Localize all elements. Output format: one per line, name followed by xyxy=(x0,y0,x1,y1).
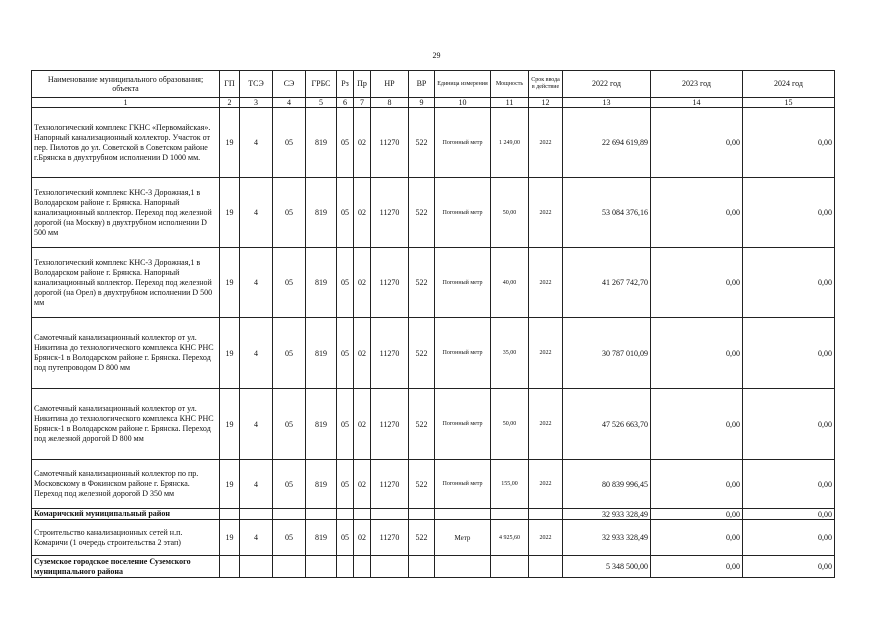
cell-2024: 0,00 xyxy=(743,318,835,389)
header-nr: НР xyxy=(371,71,409,98)
cell-unit: Погонный метр xyxy=(435,108,491,178)
total-2022: 5 348 500,00 xyxy=(563,556,651,578)
cell-se: 05 xyxy=(273,248,306,318)
total-2023: 0,00 xyxy=(651,556,743,578)
cell-tse: 4 xyxy=(240,520,273,556)
empty-cell xyxy=(409,509,435,520)
cell-grbs: 819 xyxy=(306,460,337,509)
empty-cell xyxy=(273,509,306,520)
cell-vr: 522 xyxy=(409,178,435,248)
header-grbs: ГРБС xyxy=(306,71,337,98)
cell-grbs: 819 xyxy=(306,318,337,389)
cell-nr: 11270 xyxy=(371,248,409,318)
column-number: 4 xyxy=(273,98,306,108)
header-power: Мощность xyxy=(491,71,529,98)
object-name: Технологический комплекс ГКНС «Первомайская». Напорный канализационный коллектор. Участок от пер. Пилотов до ул. Советской в Советском районе г.Брянска в двухтрубном исполнении D 1000 мм. xyxy=(32,108,220,178)
total-2024: 0,00 xyxy=(743,556,835,578)
cell-power: 50,00 xyxy=(491,389,529,460)
empty-cell xyxy=(491,556,529,578)
cell-pr: 02 xyxy=(354,318,371,389)
cell-2023: 0,00 xyxy=(651,389,743,460)
object-name: Самотечный канализационный коллектор по пр. Московскому в Фокинском районе г. Брянска. Переход под железной дорогой D 350 мм xyxy=(32,460,220,509)
cell-power: 35,00 xyxy=(491,318,529,389)
cell-se: 05 xyxy=(273,178,306,248)
cell-2024: 0,00 xyxy=(743,248,835,318)
cell-unit: Метр xyxy=(435,520,491,556)
empty-cell xyxy=(491,509,529,520)
cell-pr: 02 xyxy=(354,108,371,178)
cell-tse: 4 xyxy=(240,318,273,389)
column-number: 13 xyxy=(563,98,651,108)
cell-pr: 02 xyxy=(354,460,371,509)
column-number: 2 xyxy=(220,98,240,108)
cell-rz: 05 xyxy=(337,389,354,460)
cell-2022: 32 933 328,49 xyxy=(563,520,651,556)
cell-pr: 02 xyxy=(354,389,371,460)
cell-2024: 0,00 xyxy=(743,520,835,556)
cell-se: 05 xyxy=(273,389,306,460)
column-number-row xyxy=(32,98,835,108)
cell-term: 2022 xyxy=(529,178,563,248)
cell-tse: 4 xyxy=(240,460,273,509)
cell-unit: Погонный метр xyxy=(435,318,491,389)
cell-rz: 05 xyxy=(337,248,354,318)
empty-cell xyxy=(273,556,306,578)
header-2024: 2024 год xyxy=(743,71,835,98)
empty-cell xyxy=(371,509,409,520)
cell-power: 50,00 xyxy=(491,178,529,248)
cell-nr: 11270 xyxy=(371,108,409,178)
object-name: Технологический комплекс КНС-3 Дорожная,1 в Володарском районе г. Брянска. Напорный канализационный коллектор. Переход под железной дорогой (на Орел) в двухтрубном исполнении D 500 мм xyxy=(32,248,220,318)
cell-term: 2022 xyxy=(529,520,563,556)
cell-pr: 02 xyxy=(354,248,371,318)
object-name: Самотечный канализационный коллектор от ул. Никитина до технологического комплекса КНС РНС Брянск-1 в Володарском районе г. Брянска. Переход под путепроводом D 800 мм xyxy=(32,318,220,389)
table-row xyxy=(32,178,835,248)
cell-tse: 4 xyxy=(240,389,273,460)
total-2023: 0,00 xyxy=(651,509,743,520)
empty-cell xyxy=(337,556,354,578)
cell-term: 2022 xyxy=(529,389,563,460)
cell-se: 05 xyxy=(273,318,306,389)
cell-grbs: 819 xyxy=(306,178,337,248)
cell-2024: 0,00 xyxy=(743,178,835,248)
column-number: 1 xyxy=(32,98,220,108)
empty-cell xyxy=(409,556,435,578)
cell-nr: 11270 xyxy=(371,460,409,509)
cell-grbs: 819 xyxy=(306,520,337,556)
cell-gp: 19 xyxy=(220,460,240,509)
header-term: Срок ввода в действие xyxy=(529,71,563,98)
cell-rz: 05 xyxy=(337,108,354,178)
column-number: 7 xyxy=(354,98,371,108)
cell-grbs: 819 xyxy=(306,389,337,460)
total-2024: 0,00 xyxy=(743,509,835,520)
header-2022: 2022 год xyxy=(563,71,651,98)
cell-gp: 19 xyxy=(220,389,240,460)
column-number: 5 xyxy=(306,98,337,108)
column-number: 10 xyxy=(435,98,491,108)
page-number: 29 xyxy=(432,51,441,60)
cell-vr: 522 xyxy=(409,389,435,460)
district-name: Суземское городское поселение Суземского муниципального района xyxy=(32,556,220,578)
cell-se: 05 xyxy=(273,108,306,178)
column-number: 11 xyxy=(491,98,529,108)
cell-2023: 0,00 xyxy=(651,520,743,556)
header-2023: 2023 год xyxy=(651,71,743,98)
cell-gp: 19 xyxy=(220,108,240,178)
empty-cell xyxy=(435,509,491,520)
column-number: 12 xyxy=(529,98,563,108)
investment-table xyxy=(31,70,835,578)
cell-2024: 0,00 xyxy=(743,460,835,509)
object-name: Самотечный канализационный коллектор от ул. Никитина до технологического комплекса КНС РНС Брянск-1 в Володарском районе г. Брянска. Переход под железной дорогой D 800 мм xyxy=(32,389,220,460)
cell-power: 155,00 xyxy=(491,460,529,509)
cell-2022: 80 839 996,45 xyxy=(563,460,651,509)
empty-cell xyxy=(240,509,273,520)
cell-rz: 05 xyxy=(337,520,354,556)
cell-2023: 0,00 xyxy=(651,248,743,318)
cell-tse: 4 xyxy=(240,178,273,248)
cell-unit: Погонный метр xyxy=(435,460,491,509)
empty-cell xyxy=(306,509,337,520)
empty-cell xyxy=(354,556,371,578)
table-row xyxy=(32,318,835,389)
empty-cell xyxy=(306,556,337,578)
cell-grbs: 819 xyxy=(306,248,337,318)
header-se: СЭ xyxy=(273,71,306,98)
cell-vr: 522 xyxy=(409,318,435,389)
header-gp: ГП xyxy=(220,71,240,98)
header-name: Наименование муниципального образования; объекта xyxy=(32,71,220,98)
empty-cell xyxy=(220,509,240,520)
cell-gp: 19 xyxy=(220,248,240,318)
column-number: 3 xyxy=(240,98,273,108)
cell-term: 2022 xyxy=(529,108,563,178)
empty-cell xyxy=(371,556,409,578)
district-name: Комаричский муниципальный район xyxy=(32,509,220,520)
cell-rz: 05 xyxy=(337,178,354,248)
cell-grbs: 819 xyxy=(306,108,337,178)
cell-term: 2022 xyxy=(529,248,563,318)
cell-2022: 22 694 619,89 xyxy=(563,108,651,178)
table-row xyxy=(32,520,835,556)
cell-2022: 30 787 010,09 xyxy=(563,318,651,389)
column-number: 15 xyxy=(743,98,835,108)
cell-se: 05 xyxy=(273,520,306,556)
header-unit: Единица измерения xyxy=(435,71,491,98)
column-number: 6 xyxy=(337,98,354,108)
cell-term: 2022 xyxy=(529,318,563,389)
cell-rz: 05 xyxy=(337,460,354,509)
district-total-row xyxy=(32,556,835,578)
cell-power: 40,00 xyxy=(491,248,529,318)
cell-unit: Погонный метр xyxy=(435,178,491,248)
district-total-row xyxy=(32,509,835,520)
cell-rz: 05 xyxy=(337,318,354,389)
cell-term: 2022 xyxy=(529,460,563,509)
column-number: 8 xyxy=(371,98,409,108)
cell-gp: 19 xyxy=(220,318,240,389)
cell-tse: 4 xyxy=(240,248,273,318)
cell-vr: 522 xyxy=(409,520,435,556)
cell-se: 05 xyxy=(273,460,306,509)
cell-pr: 02 xyxy=(354,520,371,556)
cell-2023: 0,00 xyxy=(651,178,743,248)
cell-power: 1 249,00 xyxy=(491,108,529,178)
cell-unit: Погонный метр xyxy=(435,389,491,460)
column-number: 9 xyxy=(409,98,435,108)
cell-2023: 0,00 xyxy=(651,460,743,509)
cell-2023: 0,00 xyxy=(651,318,743,389)
header-rz: Рз xyxy=(337,71,354,98)
cell-vr: 522 xyxy=(409,460,435,509)
cell-2022: 47 526 663,70 xyxy=(563,389,651,460)
cell-2024: 0,00 xyxy=(743,108,835,178)
cell-vr: 522 xyxy=(409,108,435,178)
cell-nr: 11270 xyxy=(371,520,409,556)
empty-cell xyxy=(529,509,563,520)
total-2022: 32 933 328,49 xyxy=(563,509,651,520)
cell-nr: 11270 xyxy=(371,389,409,460)
object-name: Строительство канализационных сетей н.п. Комаричи (1 очередь строительства 2 этап) xyxy=(32,520,220,556)
cell-2024: 0,00 xyxy=(743,389,835,460)
cell-pr: 02 xyxy=(354,178,371,248)
cell-2023: 0,00 xyxy=(651,108,743,178)
object-name: Технологический комплекс КНС-3 Дорожная,1 в Володарском районе г. Брянска. Напорный канализационный коллектор. Переход под железной дорогой (на Москву) в двухтрубном исполнении D 500 мм xyxy=(32,178,220,248)
column-number: 14 xyxy=(651,98,743,108)
header-row xyxy=(32,71,835,98)
cell-gp: 19 xyxy=(220,178,240,248)
header-pr: Пр xyxy=(354,71,371,98)
header-tse: ТСЭ xyxy=(240,71,273,98)
table-row xyxy=(32,389,835,460)
cell-2022: 41 267 742,70 xyxy=(563,248,651,318)
table-row xyxy=(32,460,835,509)
table-row xyxy=(32,108,835,178)
cell-power: 4 925,60 xyxy=(491,520,529,556)
empty-cell xyxy=(529,556,563,578)
empty-cell xyxy=(337,509,354,520)
cell-vr: 522 xyxy=(409,248,435,318)
cell-2022: 53 084 376,16 xyxy=(563,178,651,248)
empty-cell xyxy=(354,509,371,520)
empty-cell xyxy=(220,556,240,578)
cell-nr: 11270 xyxy=(371,318,409,389)
cell-gp: 19 xyxy=(220,520,240,556)
cell-unit: Погонный метр xyxy=(435,248,491,318)
empty-cell xyxy=(240,556,273,578)
header-vr: ВР xyxy=(409,71,435,98)
empty-cell xyxy=(435,556,491,578)
cell-nr: 11270 xyxy=(371,178,409,248)
cell-tse: 4 xyxy=(240,108,273,178)
table-row xyxy=(32,248,835,318)
